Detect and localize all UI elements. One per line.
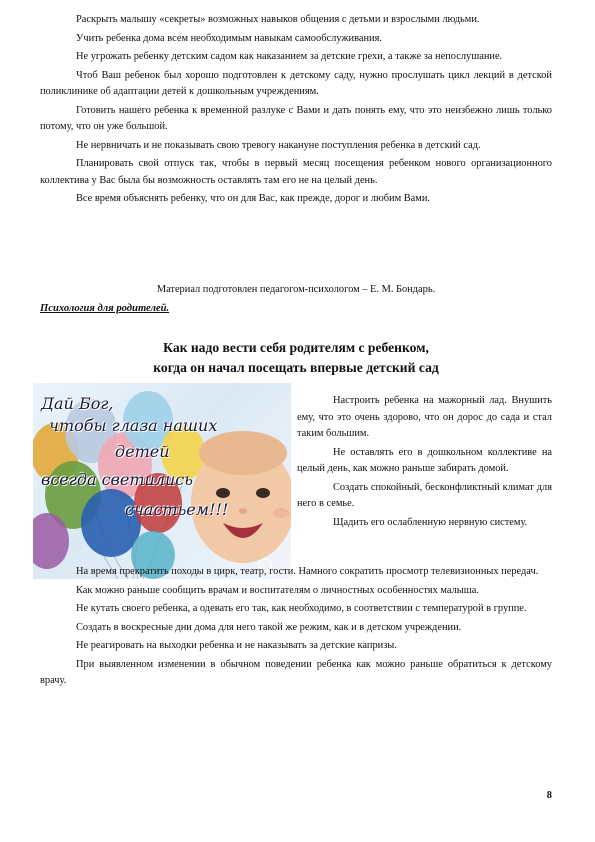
paragraph: Раскрыть малышу «секреты» возможных навыков общения с детьми и взрослыми людьми. xyxy=(76,14,480,25)
author-credit: Материал подготовлен педагогом-психологом – Е. М. Бондарь. xyxy=(156,284,436,295)
paragraph: Готовить нашего ребенка к временной разлуке с Вами и дать понять ему, что это неизбежно лишь только потому, что он уже большой. xyxy=(40,104,552,132)
article-title-line: когда он начал посещать впервые детский сад xyxy=(153,360,439,375)
advice-paragraphs xyxy=(40,564,552,692)
paragraph: Не кутать своего ребенка, а одевать его так, как необходимо, в соответствии с температурой в группе. xyxy=(76,603,527,614)
paragraph: Все время объяснять ребенку, что он для Вас, как прежде, дорог и любим Вами. xyxy=(76,193,431,204)
paragraph: Не реагировать на выходки ребенка и не наказывать за детские капризы. xyxy=(76,640,397,651)
paragraph: При выявленном изменении в обычном поведении ребенка как можно раньше обратиться к детскому врачу. xyxy=(40,658,552,686)
paragraph: Создать в воскресные дни дома для него такой же режим, как и в детском учреждении. xyxy=(76,621,462,633)
paragraph: Настроить ребенка на мажорный лад. Внушить ему, что это очень здорово, что он дорос до сада и стал таким большим. xyxy=(297,395,552,439)
paragraph: Планировать свой отпуск так, чтобы в первый месяц посещения ребенком нового организационного коллектива у Вас была бы возможность оставлять там его не на целый день. xyxy=(40,158,552,186)
paragraph: Щадить его ослабленную нервную систему. xyxy=(333,516,528,528)
intro-paragraphs xyxy=(40,12,552,210)
baby-face xyxy=(191,431,291,563)
photo-caption-line: детей xyxy=(115,442,170,461)
paragraph: Не угрожать ребенку детским садом как наказанием за детские грехи, а также за непослушание. xyxy=(76,51,503,62)
photo-caption-line: всегда светились xyxy=(41,470,193,489)
paragraph: Учить ребенка дома всем необходимым навыкам самообслуживания. xyxy=(76,32,382,44)
paragraph: На время прекратить походы в цирк, театр, гости. Намного сократить просмотр телевизионных передач. xyxy=(76,566,539,577)
paragraph: Создать спокойный, бесконфликтный климат для него в семье. xyxy=(297,481,552,509)
paragraph: Не оставлять его в дошкольном коллективе на целый день, как можно раньше забирать домой. xyxy=(297,446,552,474)
baby-balloons-photo xyxy=(33,383,291,579)
beside-photo-paragraphs xyxy=(297,393,552,533)
photo-caption-line: Дай Бог, xyxy=(41,394,114,413)
article-title-line: Как надо вести себя родителям с ребенком, xyxy=(163,340,429,355)
page-number: 8 xyxy=(546,790,552,801)
paragraph: Как можно раньше сообщить врачам и воспитателям о личностных особенностях малыша. xyxy=(76,584,479,596)
paragraph: Чтоб Ваш ребенок был хорошо подготовлен к детскому саду, нужно прослушать цикл лекций в детской поликлинике об адаптации детей к дошкольным учреждениям. xyxy=(40,69,552,97)
article-title xyxy=(40,338,552,378)
photo-caption-line: чтобы глаза наших xyxy=(49,416,218,435)
section-heading: Психология для родителей. xyxy=(40,303,170,314)
paragraph: Не нервничать и не показывать свою тревогу накануне поступления ребенка в детский сад. xyxy=(76,139,481,151)
photo-caption-line: счастьем!!! xyxy=(125,500,229,519)
